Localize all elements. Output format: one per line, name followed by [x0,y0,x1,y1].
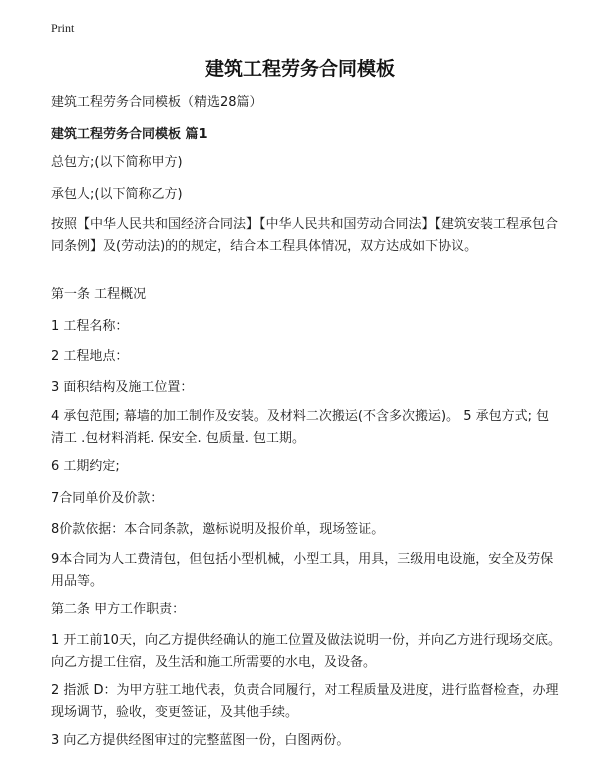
paragraph-general-contractor: 总包方;(以下简称甲方) [51,155,183,170]
article-heading-1: 第一条 工程概况 [51,287,147,302]
list-item-price-basis: 8价款依据：本合同条款，邀标说明及报价单，现场签证。 [51,522,385,537]
list-item-unit-price: 7合同单价及价款： [51,491,164,506]
list-item-project-name: 1 工程名称： [51,319,129,334]
list-item-project-location: 2 工程地点： [51,349,129,364]
list-item-duty-2: 2 指派 D：为甲方驻工地代表，负责合同履行，对工程质量及进度，进行监督检查，办理现场调节，验收，变更签证，及其他手续。 [51,683,559,720]
list-item-area-structure: 3 面积结构及施工位置： [51,380,194,395]
print-link[interactable]: Print [51,21,75,35]
paragraph-legal-basis: 按照【中华人民共和国经济合同法】【中华人民共和国劳动合同法】【建筑安装工程承包合同条例】及(劳动法)的的规定，结合本工程具体情况，双方达成如下协议。 [51,217,559,254]
article-heading-2: 第二条 甲方工作职责： [51,602,186,617]
list-item-contract-scope: 4 承包范围; 幕墙的加工制作及安装。及材料二次搬运(不含多次搬运)。 5 承包方式; 包清工 .包材料消耗. 保安全. 包质量. 包工期。 [51,409,550,446]
list-item-duty-3: 3 向乙方提供经图审过的完整蓝图一份，白图两份。 [51,733,350,748]
list-item-duty-1: 1 开工前10天，向乙方提供经确认的施工位置及做法说明一份，并向乙方进行现场交底。向乙方提工住宿，及生活和施工所需要的水电，及设备。 [51,633,561,670]
list-item-labor-package: 9本合同为人工费清包，但包括小型机械，小型工具，用具，三级用电设施，安全及劳保用品等。 [51,552,554,589]
document-subtitle: 建筑工程劳务合同模板（精选28篇） [51,95,263,110]
list-item-schedule: 6 工期约定; [51,459,120,474]
section-heading: 建筑工程劳务合同模板 篇1 [51,127,208,142]
paragraph-subcontractor: 承包人;(以下简称乙方) [51,187,183,202]
document-title: 建筑工程劳务合同模板 [204,58,395,80]
